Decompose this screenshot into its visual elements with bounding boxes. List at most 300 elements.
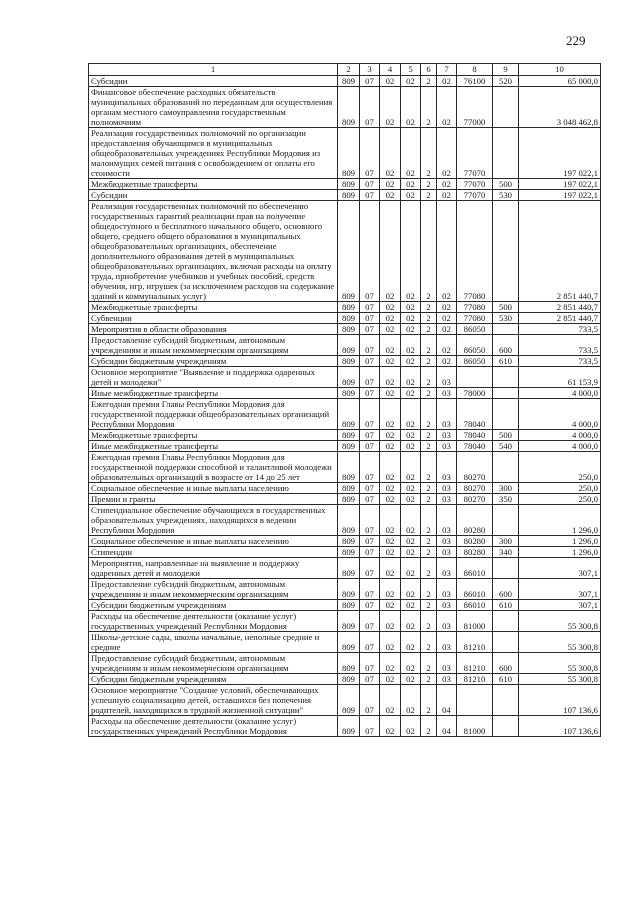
row-sum: 65 000,0: [519, 76, 601, 87]
code-event: 04: [437, 685, 457, 716]
code-direction: 78040: [457, 399, 493, 430]
row-sum: 61 153,9: [519, 367, 601, 388]
table-body: [89, 76, 601, 737]
code-pr: 02: [380, 716, 401, 737]
code-gr: 809: [338, 324, 360, 335]
code-subprogram: 2: [421, 547, 437, 558]
code-expense-type: [493, 558, 519, 579]
table-row: [89, 483, 601, 494]
code-subprogram: 2: [421, 128, 437, 179]
code-pr: 02: [380, 335, 401, 356]
column-header: 2: [338, 64, 360, 76]
code-event: 03: [437, 441, 457, 452]
row-sum: 3 048 462,8: [519, 87, 601, 128]
code-rz: 07: [360, 430, 380, 441]
code-pr: 02: [380, 611, 401, 632]
code-rz: 07: [360, 716, 380, 737]
code-rz: 07: [360, 441, 380, 452]
code-direction: 80280: [457, 547, 493, 558]
table-row: [89, 335, 601, 356]
table-row: [89, 441, 601, 452]
code-pr: 02: [380, 190, 401, 201]
code-pr: 02: [380, 367, 401, 388]
code-gr: 809: [338, 505, 360, 536]
code-subprogram: 2: [421, 87, 437, 128]
row-sum: 4 000,0: [519, 441, 601, 452]
code-pr: 02: [380, 179, 401, 190]
code-expense-type: 500: [493, 302, 519, 313]
code-rz: 07: [360, 685, 380, 716]
code-subprogram: 2: [421, 201, 437, 302]
code-direction: 81210: [457, 653, 493, 674]
row-sum: 250,0: [519, 452, 601, 483]
code-pr: 02: [380, 201, 401, 302]
code-pr: 02: [380, 483, 401, 494]
code-expense-type: 600: [493, 335, 519, 356]
code-pr: 02: [380, 399, 401, 430]
row-name: Стипендиальное обеспечение обучающихся в государственных образовательных учреждениях, находящихся в ведении Республики Мордовия: [89, 505, 338, 536]
code-rz: 07: [360, 356, 380, 367]
budget-table: [88, 63, 601, 737]
row-sum: 4 000,0: [519, 388, 601, 399]
row-name: Субвенции: [89, 313, 338, 324]
code-expense-type: 520: [493, 76, 519, 87]
row-name: Социальное обеспечение и иные выплаты населению: [89, 483, 338, 494]
code-rz: 07: [360, 600, 380, 611]
code-direction: 77080: [457, 302, 493, 313]
row-name: Межбюджетные трансферты: [89, 302, 338, 313]
code-direction: 86050: [457, 335, 493, 356]
row-name: Субсидии бюджетным учреждениям: [89, 600, 338, 611]
table-row: [89, 494, 601, 505]
page-number: 229: [566, 33, 586, 48]
code-pr: 02: [380, 547, 401, 558]
code-gr: 809: [338, 494, 360, 505]
code-expense-type: [493, 452, 519, 483]
code-event: 02: [437, 76, 457, 87]
code-rz: 07: [360, 632, 380, 653]
code-direction: 86010: [457, 579, 493, 600]
row-name: Ежегодная премия Главы Республики Мордовия для государственной поддержки способной и талантливой молодежи образовательных организаций в возрасте от 14 до 25 лет: [89, 452, 338, 483]
column-header: 10: [519, 64, 601, 76]
row-sum: 107 136,6: [519, 716, 601, 737]
code-rz: 07: [360, 653, 380, 674]
code-event: 03: [437, 452, 457, 483]
row-sum: 733,5: [519, 335, 601, 356]
code-gr: 809: [338, 653, 360, 674]
column-header: 5: [401, 64, 421, 76]
code-program: 02: [401, 399, 421, 430]
code-subprogram: 2: [421, 452, 437, 483]
code-gr: 809: [338, 302, 360, 313]
table-row: [89, 674, 601, 685]
code-gr: 809: [338, 547, 360, 558]
code-gr: 809: [338, 335, 360, 356]
row-sum: 1 296,0: [519, 505, 601, 536]
table-row: [89, 547, 601, 558]
table-row: [89, 87, 601, 128]
code-program: 02: [401, 579, 421, 600]
code-program: 02: [401, 653, 421, 674]
code-subprogram: 2: [421, 430, 437, 441]
row-name: Межбюджетные трансферты: [89, 179, 338, 190]
code-expense-type: [493, 632, 519, 653]
code-direction: 86050: [457, 356, 493, 367]
code-subprogram: 2: [421, 632, 437, 653]
code-rz: 07: [360, 367, 380, 388]
row-name: Премии и гранты: [89, 494, 338, 505]
code-rz: 07: [360, 87, 380, 128]
code-direction: 78040: [457, 430, 493, 441]
row-name: Финансовое обеспечение расходных обязательств муниципальных образований по переданным для осуществления органам местного самоуправления государственным полномочиям: [89, 87, 338, 128]
table-row: [89, 716, 601, 737]
code-rz: 07: [360, 505, 380, 536]
table-row: [89, 367, 601, 388]
code-gr: 809: [338, 201, 360, 302]
code-expense-type: 530: [493, 313, 519, 324]
code-subprogram: 2: [421, 536, 437, 547]
code-direction: 77000: [457, 87, 493, 128]
row-name: Основное мероприятие "Создание условий, обеспечивающих успешную социализацию детей, оставшихся без попечения родителей, находящихся в трудной жизненной ситуации": [89, 685, 338, 716]
code-expense-type: 300: [493, 536, 519, 547]
code-event: 03: [437, 579, 457, 600]
code-gr: 809: [338, 399, 360, 430]
row-sum: 4 000,0: [519, 430, 601, 441]
code-event: 02: [437, 190, 457, 201]
code-gr: 809: [338, 600, 360, 611]
code-program: 02: [401, 494, 421, 505]
code-subprogram: 2: [421, 356, 437, 367]
table-row: [89, 685, 601, 716]
code-subprogram: 2: [421, 716, 437, 737]
table-header-row: [89, 64, 601, 76]
table-row: [89, 653, 601, 674]
code-rz: 07: [360, 536, 380, 547]
row-sum: 197 022,1: [519, 190, 601, 201]
row-sum: 250,0: [519, 494, 601, 505]
code-program: 02: [401, 632, 421, 653]
code-expense-type: [493, 201, 519, 302]
code-event: 03: [437, 653, 457, 674]
code-subprogram: 2: [421, 335, 437, 356]
code-direction: 80270: [457, 483, 493, 494]
code-direction: 80280: [457, 536, 493, 547]
code-rz: 07: [360, 313, 380, 324]
row-name: Субсидии: [89, 190, 338, 201]
row-name: Социальное обеспечение и иные выплаты населению: [89, 536, 338, 547]
code-program: 02: [401, 611, 421, 632]
code-subprogram: 2: [421, 600, 437, 611]
row-sum: 2 851 440,7: [519, 302, 601, 313]
row-sum: 733,5: [519, 324, 601, 335]
code-subprogram: 2: [421, 611, 437, 632]
code-expense-type: 300: [493, 483, 519, 494]
code-expense-type: [493, 128, 519, 179]
code-subprogram: 2: [421, 685, 437, 716]
code-expense-type: 610: [493, 600, 519, 611]
code-gr: 809: [338, 536, 360, 547]
table-row: [89, 128, 601, 179]
code-expense-type: 610: [493, 674, 519, 685]
code-rz: 07: [360, 201, 380, 302]
code-program: 02: [401, 87, 421, 128]
code-direction: 76100: [457, 76, 493, 87]
code-expense-type: 610: [493, 356, 519, 367]
code-pr: 02: [380, 600, 401, 611]
code-gr: 809: [338, 179, 360, 190]
code-expense-type: [493, 685, 519, 716]
table-row: [89, 452, 601, 483]
code-rz: 07: [360, 494, 380, 505]
code-expense-type: [493, 87, 519, 128]
code-subprogram: 2: [421, 494, 437, 505]
code-program: 02: [401, 201, 421, 302]
row-sum: 55 300,8: [519, 653, 601, 674]
table-row: [89, 632, 601, 653]
row-sum: 307,1: [519, 600, 601, 611]
code-event: 02: [437, 324, 457, 335]
code-pr: 02: [380, 674, 401, 685]
code-event: 03: [437, 388, 457, 399]
code-rz: 07: [360, 547, 380, 558]
code-pr: 02: [380, 430, 401, 441]
row-name: Расходы на обеспечение деятельности (оказание услуг) государственных учреждений Республики Мордовия: [89, 716, 338, 737]
code-gr: 809: [338, 611, 360, 632]
code-direction: 81210: [457, 632, 493, 653]
code-gr: 809: [338, 452, 360, 483]
row-sum: 307,1: [519, 579, 601, 600]
code-gr: 809: [338, 685, 360, 716]
code-gr: 809: [338, 430, 360, 441]
table-row: [89, 579, 601, 600]
row-name: Мероприятия, направленные на выявление и поддержку одаренных детей и молодежи: [89, 558, 338, 579]
code-direction: 77080: [457, 313, 493, 324]
code-gr: 809: [338, 356, 360, 367]
code-rz: 07: [360, 335, 380, 356]
code-direction: [457, 685, 493, 716]
code-rz: 07: [360, 452, 380, 483]
code-program: 02: [401, 452, 421, 483]
code-direction: 78000: [457, 388, 493, 399]
code-event: 02: [437, 313, 457, 324]
code-pr: 02: [380, 653, 401, 674]
code-event: 02: [437, 201, 457, 302]
code-gr: 809: [338, 76, 360, 87]
table-row: [89, 505, 601, 536]
table-row: [89, 536, 601, 547]
row-name: Иные межбюджетные трансферты: [89, 441, 338, 452]
code-program: 02: [401, 558, 421, 579]
row-name: Субсидии бюджетным учреждениям: [89, 674, 338, 685]
code-pr: 02: [380, 494, 401, 505]
code-subprogram: 2: [421, 367, 437, 388]
code-gr: 809: [338, 388, 360, 399]
table-row: [89, 430, 601, 441]
code-rz: 07: [360, 179, 380, 190]
code-rz: 07: [360, 302, 380, 313]
row-name: Стипендии: [89, 547, 338, 558]
code-program: 02: [401, 685, 421, 716]
code-rz: 07: [360, 324, 380, 335]
code-program: 02: [401, 547, 421, 558]
code-event: 02: [437, 356, 457, 367]
code-direction: 86050: [457, 324, 493, 335]
code-direction: 80270: [457, 494, 493, 505]
table-row: [89, 76, 601, 87]
code-pr: 02: [380, 505, 401, 536]
code-direction: 81000: [457, 611, 493, 632]
code-expense-type: [493, 367, 519, 388]
code-program: 02: [401, 441, 421, 452]
code-event: 03: [437, 430, 457, 441]
row-sum: 55 300,8: [519, 674, 601, 685]
code-event: 02: [437, 302, 457, 313]
code-pr: 02: [380, 324, 401, 335]
row-name: Реализация государственных полномочий по организации предоставления обучающимся в муниципальных общеобразовательных учреждениях Республики Мордовия из малоимущих семей питания с освобождением от оплаты его стоимости: [89, 128, 338, 179]
column-header: 9: [493, 64, 519, 76]
table-row: [89, 356, 601, 367]
code-event: 04: [437, 716, 457, 737]
table-row: [89, 190, 601, 201]
code-pr: 02: [380, 128, 401, 179]
row-sum: 197 022,1: [519, 128, 601, 179]
code-event: 03: [437, 399, 457, 430]
code-program: 02: [401, 430, 421, 441]
table-row: [89, 611, 601, 632]
code-direction: [457, 367, 493, 388]
code-rz: 07: [360, 399, 380, 430]
code-program: 02: [401, 674, 421, 685]
code-pr: 02: [380, 87, 401, 128]
code-event: 03: [437, 632, 457, 653]
code-pr: 02: [380, 579, 401, 600]
code-gr: 809: [338, 579, 360, 600]
code-subprogram: 2: [421, 190, 437, 201]
code-expense-type: 340: [493, 547, 519, 558]
code-direction: 77070: [457, 179, 493, 190]
row-name: Реализация государственных полномочий по обеспечению государственных гарантий реализации прав на получение общедоступного и бесплатного начального общего, основного общего, среднего общего образования в муниципальных общеобразовательных организациях, обеспечение дополнительного образования детей в муниципальных общеобразовательных организациях, включая расходы на оплату труда, приобретение учебников и учебных пособий, средств обучения, игр, игрушек (за исключением расходов на содержание зданий и коммунальных услуг): [89, 201, 338, 302]
table-row: [89, 313, 601, 324]
code-subprogram: 2: [421, 324, 437, 335]
code-event: 03: [437, 536, 457, 547]
code-gr: 809: [338, 674, 360, 685]
code-event: 03: [437, 483, 457, 494]
row-name: Основное мероприятие "Выявление и поддержка одаренных детей и молодежи": [89, 367, 338, 388]
code-program: 02: [401, 179, 421, 190]
code-pr: 02: [380, 313, 401, 324]
row-name: Предоставление субсидий бюджетным, автономным учреждениям и иным некоммерческим организациям: [89, 653, 338, 674]
table-row: [89, 302, 601, 313]
code-program: 02: [401, 313, 421, 324]
code-program: 02: [401, 600, 421, 611]
column-header: 4: [380, 64, 401, 76]
code-event: 03: [437, 600, 457, 611]
code-expense-type: [493, 324, 519, 335]
code-gr: 809: [338, 716, 360, 737]
code-subprogram: 2: [421, 313, 437, 324]
code-pr: 02: [380, 302, 401, 313]
code-event: 03: [437, 611, 457, 632]
code-expense-type: [493, 388, 519, 399]
code-direction: 77070: [457, 190, 493, 201]
row-name: Субсидии: [89, 76, 338, 87]
table-row: [89, 600, 601, 611]
row-name: Предоставление субсидий бюджетным, автономным учреждениям и иным некоммерческим организациям: [89, 579, 338, 600]
code-direction: 86010: [457, 558, 493, 579]
code-direction: 77080: [457, 201, 493, 302]
code-subprogram: 2: [421, 483, 437, 494]
row-sum: 733,5: [519, 356, 601, 367]
code-subprogram: 2: [421, 399, 437, 430]
code-subprogram: 2: [421, 302, 437, 313]
code-pr: 02: [380, 441, 401, 452]
table-row: [89, 324, 601, 335]
code-pr: 02: [380, 356, 401, 367]
code-event: 02: [437, 128, 457, 179]
code-direction: 81210: [457, 674, 493, 685]
code-direction: 86010: [457, 600, 493, 611]
code-expense-type: 500: [493, 430, 519, 441]
row-sum: 4 000,0: [519, 399, 601, 430]
code-expense-type: 350: [493, 494, 519, 505]
code-program: 02: [401, 716, 421, 737]
code-gr: 809: [338, 367, 360, 388]
column-header: 7: [437, 64, 457, 76]
code-expense-type: [493, 505, 519, 536]
code-event: 03: [437, 367, 457, 388]
code-program: 02: [401, 190, 421, 201]
row-name: Мероприятия в области образования: [89, 324, 338, 335]
code-pr: 02: [380, 452, 401, 483]
code-direction: 80280: [457, 505, 493, 536]
code-rz: 07: [360, 128, 380, 179]
code-rz: 07: [360, 190, 380, 201]
row-sum: 1 296,0: [519, 536, 601, 547]
code-gr: 809: [338, 483, 360, 494]
code-event: 02: [437, 87, 457, 128]
code-program: 02: [401, 335, 421, 356]
code-pr: 02: [380, 536, 401, 547]
code-event: 03: [437, 494, 457, 505]
row-name: Межбюджетные трансферты: [89, 430, 338, 441]
code-rz: 07: [360, 611, 380, 632]
code-rz: 07: [360, 76, 380, 87]
code-direction: 78040: [457, 441, 493, 452]
row-sum: 2 851 440,7: [519, 313, 601, 324]
table-row: [89, 388, 601, 399]
row-sum: 307,1: [519, 558, 601, 579]
code-gr: 809: [338, 558, 360, 579]
table-row: [89, 558, 601, 579]
code-rz: 07: [360, 674, 380, 685]
code-expense-type: 540: [493, 441, 519, 452]
code-event: 03: [437, 674, 457, 685]
code-program: 02: [401, 76, 421, 87]
code-program: 02: [401, 324, 421, 335]
code-program: 02: [401, 536, 421, 547]
code-direction: 81000: [457, 716, 493, 737]
code-rz: 07: [360, 483, 380, 494]
table-row: [89, 179, 601, 190]
row-name: Субсидии бюджетным учреждениям: [89, 356, 338, 367]
row-name: Иные межбюджетные трансферты: [89, 388, 338, 399]
row-sum: 55 300,8: [519, 632, 601, 653]
code-pr: 02: [380, 558, 401, 579]
code-expense-type: [493, 611, 519, 632]
code-program: 02: [401, 128, 421, 179]
row-sum: 1 296,0: [519, 547, 601, 558]
row-sum: 55 300,8: [519, 611, 601, 632]
